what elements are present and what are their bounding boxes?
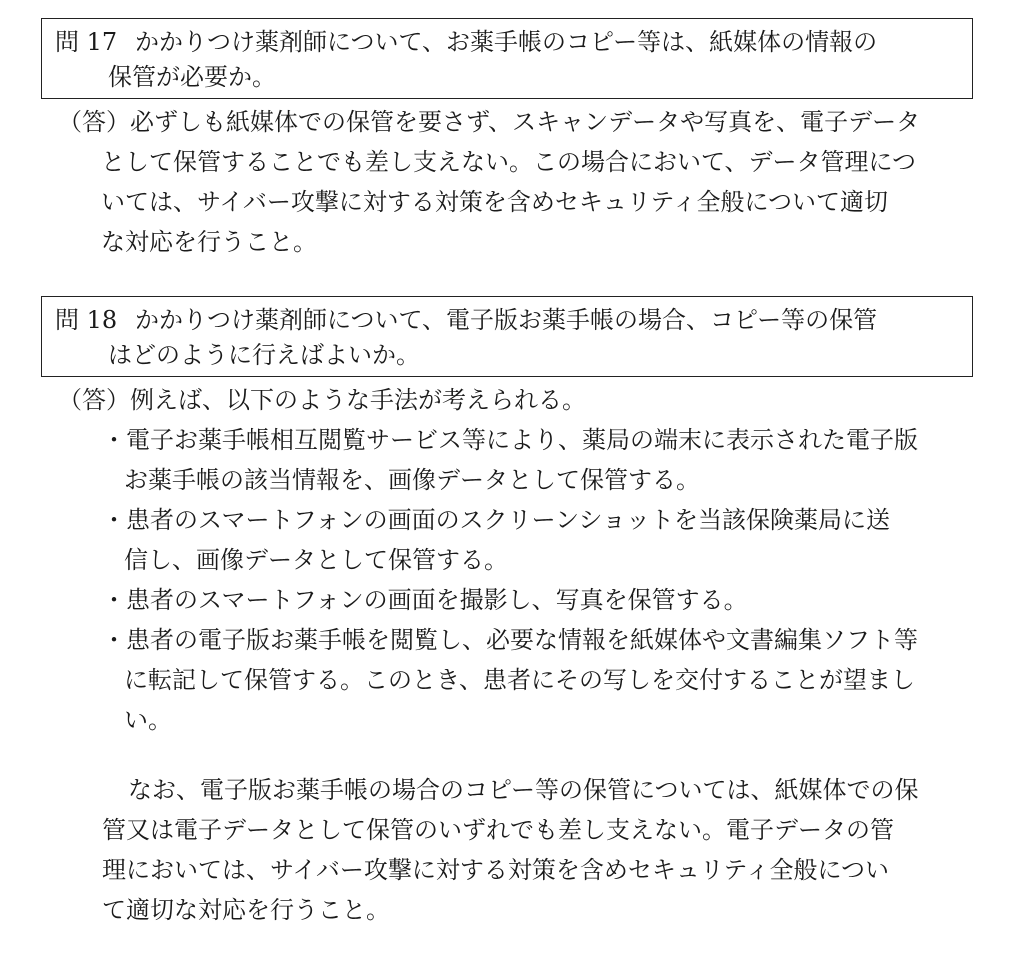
bullet-4-line-3: い。 <box>124 706 172 734</box>
answer-18-line-1 <box>58 380 978 420</box>
answer-17-text-2: として保管することでも差し支えない。この場合において、データ管理につ <box>101 148 917 176</box>
answer-17-label: （答） <box>58 108 130 136</box>
bullet-item <box>58 580 978 620</box>
bullet-3-line-1: ・患者のスマートフォンの画面を撮影し、写真を保管する。 <box>102 586 748 614</box>
answer-18-label: （答） <box>58 386 130 414</box>
bullet-item <box>58 620 978 740</box>
question-17-text-1: かかりつけ薬剤師について、お薬手帳のコピー等は、紙媒体の情報の <box>135 28 878 56</box>
answer-17-text-4: な対応を行うこと。 <box>101 228 317 256</box>
question-17-line-1 <box>55 25 962 60</box>
question-18-box <box>41 296 973 377</box>
question-18-text-1: かかりつけ薬剤師について、電子版お薬手帳の場合、コピー等の保管 <box>135 306 878 334</box>
note-line-1: なお、電子版お薬手帳の場合のコピー等の保管については、紙媒体での保 <box>128 776 919 804</box>
bullet-1-line-1: ・電子お薬手帳相互閲覧サービス等により、薬局の端末に表示された電子版 <box>102 426 918 454</box>
question-17-text-2: 保管が必要か。 <box>108 63 276 91</box>
question-18-text-2: はどのように行えばよいか。 <box>108 341 420 369</box>
bullet-item <box>58 420 978 500</box>
bullet-1-line-2: お薬手帳の該当情報を、画像データとして保管する。 <box>124 466 700 494</box>
note-paragraph <box>102 770 982 930</box>
note-line-3: 理においては、サイバー攻撃に対する対策を含めセキュリティ全般につい <box>102 856 889 884</box>
question-18-line-1 <box>55 303 962 338</box>
answer-18-intro: 例えば、以下のような手法が考えられる。 <box>130 386 586 414</box>
note-line-4: て適切な対応を行うこと。 <box>102 896 390 924</box>
answer-17-text-3: いては、サイバー攻撃に対する対策を含めセキュリティ全般について適切 <box>101 188 888 216</box>
bullet-2-line-1: ・患者のスマートフォンの画面のスクリーンショットを当該保険薬局に送 <box>102 506 891 534</box>
bullet-4-line-2: に転記して保管する。このとき、患者にその写しを交付することが望まし <box>124 666 916 694</box>
answer-17-line-1 <box>58 102 978 142</box>
bullet-item <box>58 500 978 580</box>
bullet-2-line-2: 信し、画像データとして保管する。 <box>124 546 508 574</box>
answer-17 <box>58 102 978 262</box>
bullet-4-line-1: ・患者の電子版お薬手帳を閲覧し、必要な情報を紙媒体や文書編集ソフト等 <box>102 626 918 654</box>
answer-17-text-1: 必ずしも紙媒体での保管を要さず、スキャンデータや写真を、電子データ <box>130 108 921 136</box>
note-line-2: 管又は電子データとして保管のいずれでも差し支えない。電子データの管 <box>102 816 894 844</box>
question-17-box <box>41 18 973 99</box>
question-17-label: 問 17 <box>55 28 118 56</box>
question-18-label: 問 18 <box>55 306 118 334</box>
answer-18 <box>58 380 978 740</box>
